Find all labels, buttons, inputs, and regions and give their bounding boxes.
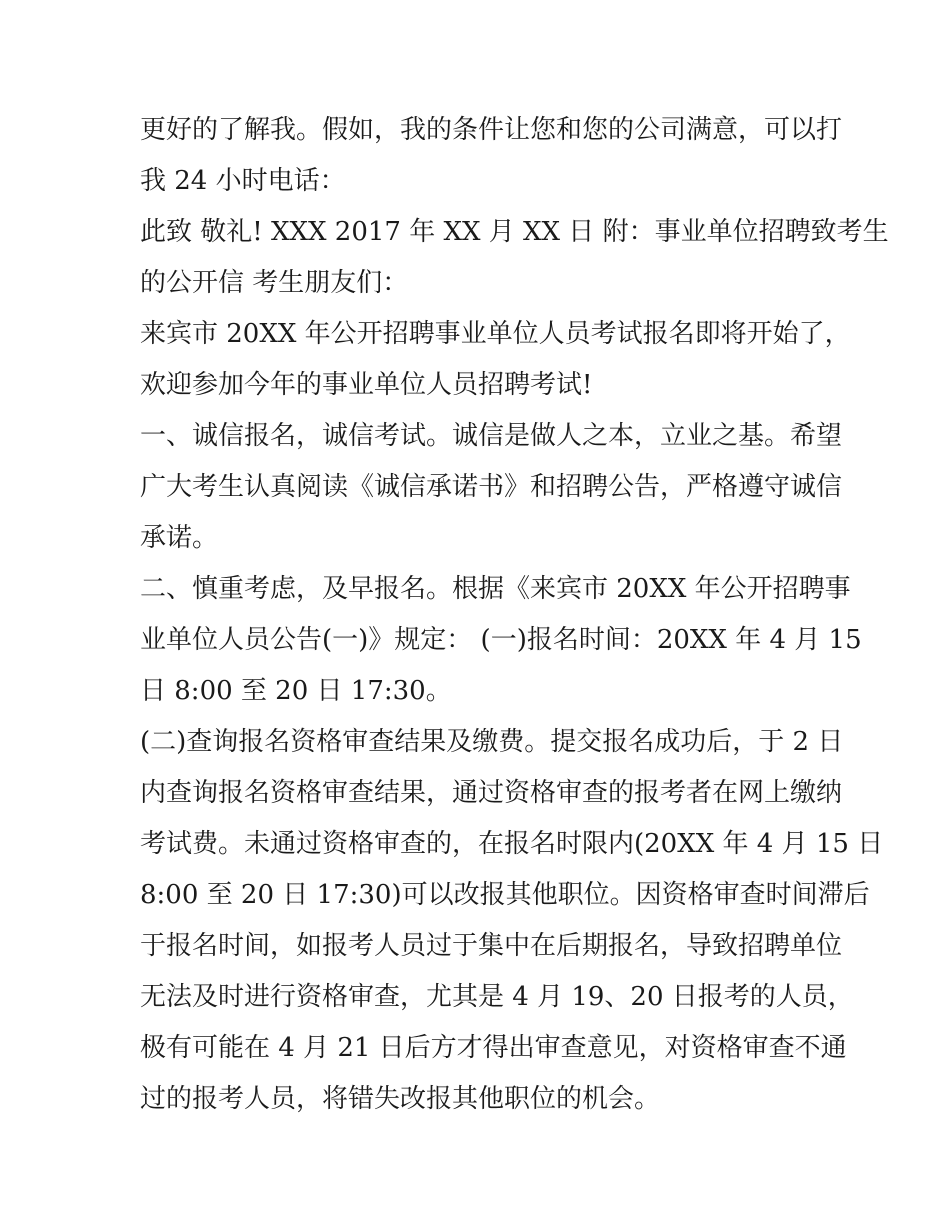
text-line: 来宾市 20XX 年公开招聘事业单位人员考试报名即将开始了， [140,319,851,349]
text-line: 过的报考人员，将错失改报其他职位的机会。 [140,1084,661,1114]
text-line: 业单位人员公告(一)》规定： (一)报名时间：20XX 年 4 月 15 [140,625,862,655]
text-line: (二)查询报名资格审查结果及缴费。提交报名成功后，于 2 日 [140,727,844,757]
text-line: 于报名时间，如报考人员过于集中在后期报名，导致招聘单位 [140,931,843,961]
text-line: 无法及时进行资格审查，尤其是 4 月 19、20 日报考的人员， [140,982,854,1012]
text-line: 日 8:00 至 20 日 17:30。 [140,676,452,706]
text-line: 承诺。 [140,523,219,553]
text-line: 极有可能在 4 月 21 日后方才得出审查意见，对资格审查不通 [140,1033,847,1063]
text-line: 欢迎参加今年的事业单位人员招聘考试! [140,370,593,400]
text-line: 一、诚信报名，诚信考试。诚信是做人之本，立业之基。希望 [140,421,843,451]
text-line: 此致 敬礼! XXX 2017 年 XX 月 XX 日 附：事业单位招聘致考生 [140,217,889,247]
text-line: 我 24 小时电话： [140,166,346,196]
text-line: 更好的了解我。假如，我的条件让您和您的公司满意，可以打 [140,115,843,145]
text-line: 广大考生认真阅读《诚信承诺书》和招聘公告，严格遵守诚信 [140,472,843,502]
document-body [140,105,889,1125]
text-line: 二、慎重考虑，及早报名。根据《来宾市 20XX 年公开招聘事 [140,574,851,604]
text-line: 考试费。未通过资格审查的，在报名时限内(20XX 年 4 月 15 日 [140,829,884,859]
text-line: 内查询报名资格审查结果，通过资格审查的报考者在网上缴纳 [140,778,843,808]
text-line: 8:00 至 20 日 17:30)可以改报其他职位。因资格审查时间滞后 [140,880,870,910]
text-line: 的公开信 考生朋友们： [140,268,409,298]
